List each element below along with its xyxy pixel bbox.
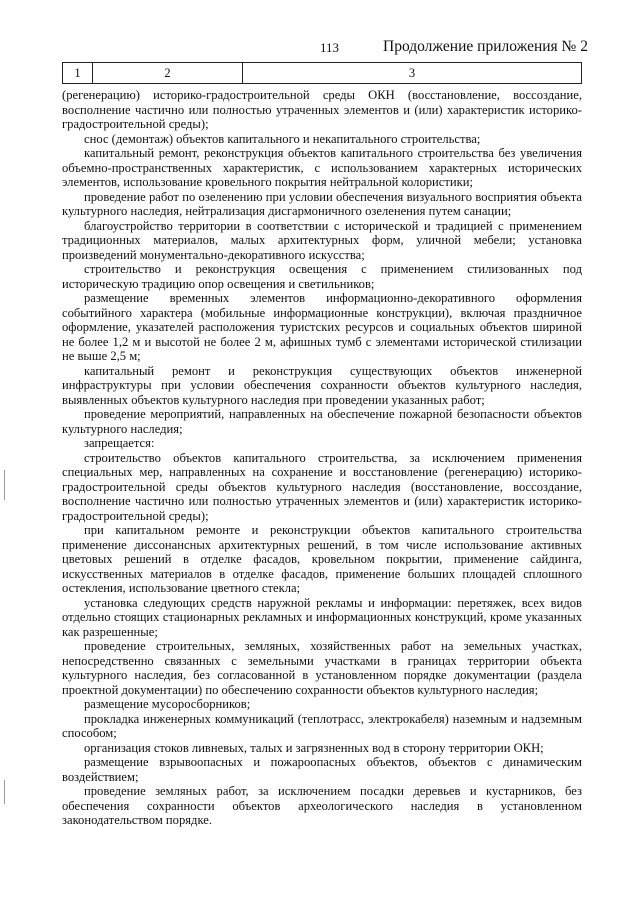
column-3-header: 3 xyxy=(408,65,416,80)
paragraph: размещение взрывоопасных и пожароопасных объектов, объектов с динамическим воздействием; xyxy=(62,755,582,784)
paragraph: проведение земляных работ, за исключением посадки деревьев и кустарников, без обеспечения сохранности объектов археологического наследия в установленном законодательством порядке. xyxy=(62,784,582,827)
scan-margin-mark xyxy=(4,780,5,804)
paragraph: проведение строительных, земляных, хозяйственных работ на земельных участках, непосредственно связанных с земельными участками в границах территории объекта культурного наследия, без согласованной в установленном порядке документации (раздела проектной документации) по обеспечению сохранности объектов культурного наследия; xyxy=(62,639,582,697)
paragraph: проведение мероприятий, направленных на обеспечение пожарной безопасности объектов культурного наследия; xyxy=(62,407,582,436)
column-number-table xyxy=(62,62,582,84)
paragraph: (регенерацию) историко-градостроительной среды ОКН (восстановление, воссоздание, восполнение частично или полностью утраченных элементов и (или) характеристик историко-градостроительной среды); xyxy=(62,88,582,131)
paragraph: капитальный ремонт, реконструкция объектов капитального строительства без увеличения объемно-пространственных характеристик, с использованием характерных исторических элементов, использование кровельного покрытия нейтральной колористики; xyxy=(62,146,582,189)
paragraph: организация стоков ливневых, талых и загрязненных вод в сторону территории ОКН; xyxy=(84,740,544,755)
document-body xyxy=(62,88,582,828)
appendix-title: Продолжение приложения № 2 xyxy=(383,38,588,55)
paragraph: проведение работ по озеленению при условии обеспечения визуального восприятия объекта культурного наследия, нейтрализация дисгармоничного озеленения путем санации; xyxy=(62,189,582,218)
paragraph: размещение мусоросборников; xyxy=(84,697,251,711)
prohibited-heading: запрещается: xyxy=(84,436,155,450)
paragraph: капитальный ремонт и реконструкция существующих объектов инженерной инфраструктуры при условии обеспечения сохранности объектов культурного наследия, выявленных объектов культурного наследия при проведении указанных работ; xyxy=(62,363,582,407)
paragraph: прокладка инженерных коммуникаций (теплотрасс, электрокабеля) наземным и надземным способом; xyxy=(62,711,582,740)
paragraph: строительство и реконструкция освещения с применением стилизованных под историческую традицию опор освещения и светильников; xyxy=(62,262,582,291)
paragraph: при капитальном ремонте и реконструкции объектов капитального строительства применение диссонансных архитектурных решений, в том числе использование активных цветовых решений в отделке фасадов, кровельном покрытии, применение сайдинга, искусственных материалов в отделке фасадов, применение больших площадей сплошного остекления, использование цветного стекла; xyxy=(62,523,582,595)
paragraph: благоустройство территории в соответствии с исторической и традицией с применением традиционных материалов, малых архитектурных форм, уличной мебели; установка произведений монументально-декоративного искусства; xyxy=(62,218,582,262)
page-number: 113 xyxy=(320,40,340,55)
column-1-header: 1 xyxy=(63,63,93,83)
page-header xyxy=(0,38,640,60)
paragraph: строительство объектов капитального строительства, за исключением применения специальных мер, направленных на сохранение и восстановление (регенерацию) историко-градостроительной среды объектов культурного наследия (восстановление, воссоздание, восполнение частично или полностью утраченных элементов и (или) характеристик историко-градостроительной среды); xyxy=(62,450,582,523)
paragraph: снос (демонтаж) объектов капитального и некапитального строительства; xyxy=(84,131,481,146)
paragraph: размещение временных элементов информационно-декоративного оформления событийного характера (мобильные информационные конструкции), включая праздничное оформление, указателей расположения туристских ресурсов и социальных объектов шириной не более 1,2 м и высотой не более 2 м, афишных тумб с элементами исторической стилизации не выше 2,5 м; xyxy=(62,291,582,363)
column-2-header: 2 xyxy=(93,63,243,83)
scan-margin-mark xyxy=(4,470,5,500)
paragraph: установка следующих средств наружной рекламы и информации: перетяжек, всех видов отдельно стоящих стационарных рекламных и информационных конструкций, кроме указанных как разрешенные; xyxy=(62,595,582,639)
